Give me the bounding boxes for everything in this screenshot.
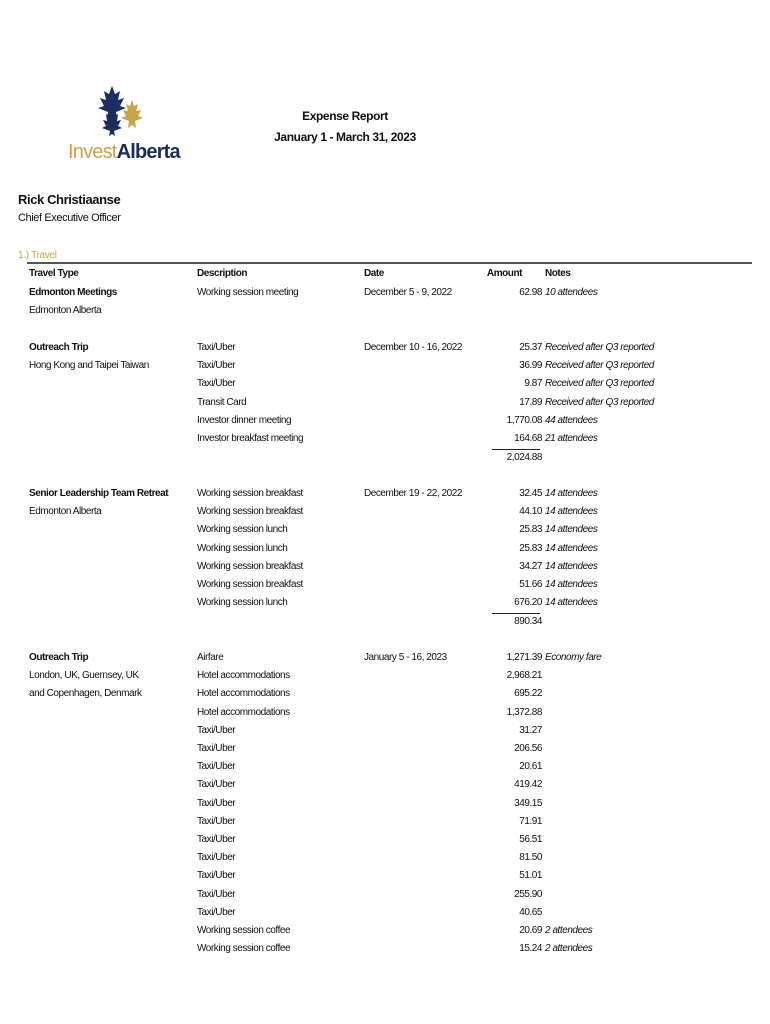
expense-amount: 31.27: [519, 724, 542, 736]
travel-type: Senior Leadership Team Retreat: [29, 488, 169, 499]
expense-amount: 1,372.88: [506, 706, 542, 718]
expense-note: 14 attendees: [545, 506, 598, 518]
expense-description: Working session coffee: [197, 943, 291, 955]
expense-note: Received after Q3 reported: [545, 378, 654, 390]
person-name: Rick Christiaanse: [18, 192, 121, 207]
travel-date: January 5 - 16, 2023: [364, 652, 447, 663]
expense-note: Received after Q3 reported: [545, 360, 654, 372]
expense-description: Taxi/Uber: [197, 870, 236, 882]
expense-amount: 32.45: [519, 488, 542, 499]
expense-amount: 40.65: [519, 906, 542, 918]
expense-amount: 17.89: [519, 396, 542, 408]
expense-amount: 676.20: [514, 597, 542, 609]
expense-description: Taxi/Uber: [197, 761, 236, 773]
expense-amount: 56.51: [519, 834, 542, 845]
subtotal-amount: 2,024.88: [506, 452, 542, 464]
expense-amount: 15.24: [519, 943, 542, 955]
expense-description: Taxi/Uber: [197, 360, 236, 372]
expense-description: Hotel accommodations: [197, 688, 290, 700]
expense-description: Airfare: [197, 652, 224, 663]
expense-note: Received after Q3 reported: [545, 396, 654, 408]
expense-amount: 695.22: [514, 688, 542, 700]
expense-amount: 2,968.21: [506, 670, 542, 682]
expense-description: Taxi/Uber: [197, 906, 236, 918]
expense-amount: 206.56: [514, 743, 542, 754]
column-header-amount: Amount: [486, 268, 522, 279]
expense-amount: 51.01: [519, 870, 542, 882]
expense-amount: 34.27: [519, 560, 542, 572]
expense-note: 14 attendees: [545, 524, 598, 536]
expense-description: Taxi/Uber: [197, 724, 236, 736]
expense-description: Working session breakfast: [197, 579, 303, 590]
expense-note: 44 attendees: [545, 414, 598, 426]
subtotal-amount: 890.34: [514, 616, 542, 628]
expense-note: 2 attendees: [545, 943, 593, 955]
travel-location: Edmonton Alberta: [29, 506, 102, 518]
expense-amount: 81.50: [519, 852, 542, 864]
expense-note: 21 attendees: [545, 433, 598, 444]
expense-description: Working session lunch: [197, 542, 288, 554]
expense-amount: 71.91: [519, 815, 542, 827]
expense-note: Economy fare: [545, 652, 602, 663]
expense-description: Hotel accommodations: [197, 706, 290, 718]
expense-description: Taxi/Uber: [197, 815, 236, 827]
expense-description: Investor dinner meeting: [197, 414, 292, 426]
expense-description: Taxi/Uber: [197, 779, 236, 791]
expense-note: 14 attendees: [545, 488, 598, 499]
expense-note: 14 attendees: [545, 560, 598, 572]
travel-location: and Copenhagen, Denmark: [29, 688, 142, 700]
travel-date: December 5 - 9, 2022: [364, 287, 452, 298]
expense-description: Hotel accommodations: [197, 670, 290, 682]
expense-amount: 1,271.39: [506, 652, 542, 663]
expense-description: Working session breakfast: [197, 560, 303, 572]
expense-amount: 20.69: [519, 925, 542, 936]
expense-description: Working session lunch: [197, 524, 288, 536]
column-header-date: Date: [364, 268, 384, 279]
expense-amount: 62.98: [519, 287, 542, 298]
column-header-type: Travel Type: [29, 268, 79, 279]
expense-note: 14 attendees: [545, 579, 598, 590]
expense-amount: 25.83: [519, 542, 542, 554]
subtotal-rule: [492, 613, 540, 614]
expense-description: Working session meeting: [197, 287, 299, 298]
person-title: Chief Executive Officer: [18, 212, 121, 224]
travel-date: December 10 - 16, 2022: [364, 342, 462, 353]
travel-location: Hong Kong and Taipei Taiwan: [29, 360, 149, 372]
header-divider: [27, 262, 752, 264]
logo-wordmark: InvestAlberta: [68, 141, 180, 163]
expense-description: Taxi/Uber: [197, 834, 236, 845]
invest-alberta-logo: [68, 86, 180, 166]
expense-amount: 51.66: [519, 579, 542, 590]
expense-description: Working session breakfast: [197, 488, 303, 499]
expense-note: 2 attendees: [545, 925, 593, 936]
report-title: Expense Report: [302, 109, 388, 123]
column-header-description: Description: [197, 268, 248, 279]
expense-amount: 349.15: [514, 797, 542, 809]
expense-amount: 1,770.08: [506, 414, 542, 426]
expense-amount: 25.83: [519, 524, 542, 536]
expense-description: Taxi/Uber: [197, 852, 236, 864]
expense-description: Working session coffee: [197, 925, 291, 936]
expense-description: Transit Card: [197, 396, 247, 408]
column-header-notes: Notes: [545, 268, 571, 279]
expense-note: 10 attendees: [545, 287, 598, 298]
expense-amount: 164.68: [514, 433, 542, 444]
expense-description: Taxi/Uber: [197, 378, 236, 390]
travel-date: December 19 - 22, 2022: [364, 488, 462, 499]
travel-type: Outreach Trip: [29, 652, 89, 663]
expense-description: Taxi/Uber: [197, 797, 236, 809]
expense-amount: 25.37: [519, 342, 542, 353]
subtotal-rule: [492, 449, 540, 450]
section-label: 1.) Travel: [18, 250, 57, 261]
expense-amount: 419.42: [514, 779, 542, 791]
travel-location: London, UK, Guernsey, UK: [29, 670, 139, 682]
travel-type: Edmonton Meetings: [29, 287, 117, 298]
expense-note: 14 attendees: [545, 597, 598, 609]
expense-amount: 36.99: [519, 360, 542, 372]
expense-amount: 20.61: [519, 761, 542, 773]
expense-description: Working session breakfast: [197, 506, 303, 518]
expense-description: Investor breakfast meeting: [197, 433, 304, 444]
expense-amount: 9.87: [524, 378, 542, 390]
expense-note: Received after Q3 reported: [545, 342, 654, 353]
travel-type: Outreach Trip: [29, 342, 89, 353]
expense-amount: 44.10: [519, 506, 542, 518]
expense-note: 14 attendees: [545, 542, 598, 554]
report-period: January 1 - March 31, 2023: [274, 130, 416, 144]
expense-description: Taxi/Uber: [197, 342, 236, 353]
expense-description: Taxi/Uber: [197, 888, 236, 900]
expense-description: Taxi/Uber: [197, 743, 236, 754]
expense-description: Working session lunch: [197, 597, 288, 609]
travel-location: Edmonton Alberta: [29, 305, 102, 317]
expense-amount: 255.90: [514, 888, 542, 900]
